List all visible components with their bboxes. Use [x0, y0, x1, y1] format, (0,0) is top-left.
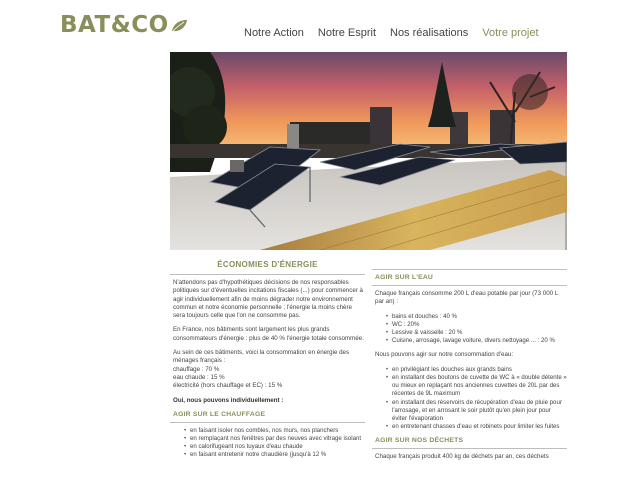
- water-usage-list: [372, 313, 567, 346]
- list-item: • en faisant entretenir notre chaudière (jusqu'à 12 %: [184, 451, 365, 459]
- nav-notre-action[interactable]: Notre Action: [244, 27, 304, 39]
- divider: [372, 285, 567, 286]
- paragraph-waste-intro: Chaque français produit 400 kg de déchets par an, ces déchets: [375, 453, 549, 461]
- brand-logo[interactable]: [60, 12, 188, 38]
- divider: [372, 448, 567, 449]
- paragraph-water-intro: Chaque français consomme 200 L d'eau potable par jour (73 000 L par an) :: [375, 290, 559, 306]
- divider: [372, 269, 567, 270]
- subhead-waste: AGIR SUR NOS DÉCHETS: [375, 437, 464, 445]
- water-actions-list: [372, 366, 567, 432]
- subhead-heating: AGIR SUR LE CHAUFFAGE: [173, 410, 266, 418]
- divider: [170, 274, 365, 275]
- list-item: • en installant des boutons de cuvette de WC à « double détente » ou mieux en replaçant nos anciennes cuvettes de 20L par des récentes de 9L maximum: [386, 374, 567, 399]
- call-to-action-text: Oui, nous pouvons individuellement :: [173, 396, 284, 404]
- heating-list: [170, 427, 365, 460]
- list-item: • en privilégiant les douches aux grands bains: [386, 366, 567, 374]
- paragraph-france: En France, nos bâtiments sont largement les plus grands consommateurs d'énergie : plus de 40 % l'énergie totale consommée.: [173, 326, 364, 342]
- leaf-icon: [170, 19, 188, 33]
- nav-nos-realisations[interactable]: Nos réalisations: [390, 27, 469, 39]
- list-item: • bains et douches : 40 %: [386, 313, 567, 321]
- list-item: • en installant des réservoirs de récupération d'eau de pluie pour l'arrosage, et en arrosant le soir plutôt qu'en plein jour pour éviter l'évaporation: [386, 399, 567, 424]
- consumption-electricity: électricité (hors chauffage et EC) : 15 %: [173, 382, 283, 390]
- list-item: • en faisant isoler nos combles, nos murs, nos planchers: [184, 427, 365, 435]
- column-water-waste: [372, 257, 567, 468]
- list-item: • en calorifugeant nos tuyaux d'eau chaude: [184, 443, 365, 451]
- logo-text: BAT&CO: [60, 12, 169, 38]
- nav-votre-projet[interactable]: Votre projet: [482, 27, 539, 39]
- paragraph-water-reduce: Nous pouvons agir sur notre consommation d'eau:: [375, 351, 514, 359]
- list-item: • en remplaçant nos fenêtres par des neuves avec vitrage isolant: [184, 435, 365, 443]
- section-title-energy: ÉCONOMIES D'ÉNERGIE: [217, 260, 318, 269]
- consumption-heating: chauffage : 70 %: [173, 365, 220, 373]
- divider: [170, 422, 365, 423]
- consumption-intro: Au sein de ces bâtiments, voici la consommation en énergie des ménages français :: [173, 349, 350, 365]
- list-item: • WC : 20%: [386, 321, 567, 329]
- main-nav: [244, 27, 553, 39]
- paragraph-intro: N'attendons pas d'hypothétiques décisions de nos responsables politiques sur d'éventuelles incitations fiscales (...) pour commencer à agir individuellement afin de moins dégrader notre environnement commun et notre économie personnelle ; l'énergie la moins chère sera toujours celle que l'on ne consomme pas.: [173, 279, 363, 320]
- nav-notre-esprit[interactable]: Notre Esprit: [317, 27, 376, 39]
- hero-image-solar-panels: [170, 52, 567, 250]
- consumption-hot-water: eau chaude : 15 %: [173, 373, 225, 381]
- list-item: • Cuisine, arrosage, lavage voiture, divers nettoyage ... : 20 %: [386, 337, 567, 345]
- column-energy-savings: [170, 257, 365, 466]
- paragraph-consumption: [170, 349, 365, 390]
- list-item: • en entretenant chasses d'eau et robinets pour limiter les fuites: [386, 423, 567, 431]
- list-item: • Lessive & vaisselle : 20 %: [386, 329, 567, 337]
- subhead-water: AGIR SUR L'EAU: [375, 274, 434, 281]
